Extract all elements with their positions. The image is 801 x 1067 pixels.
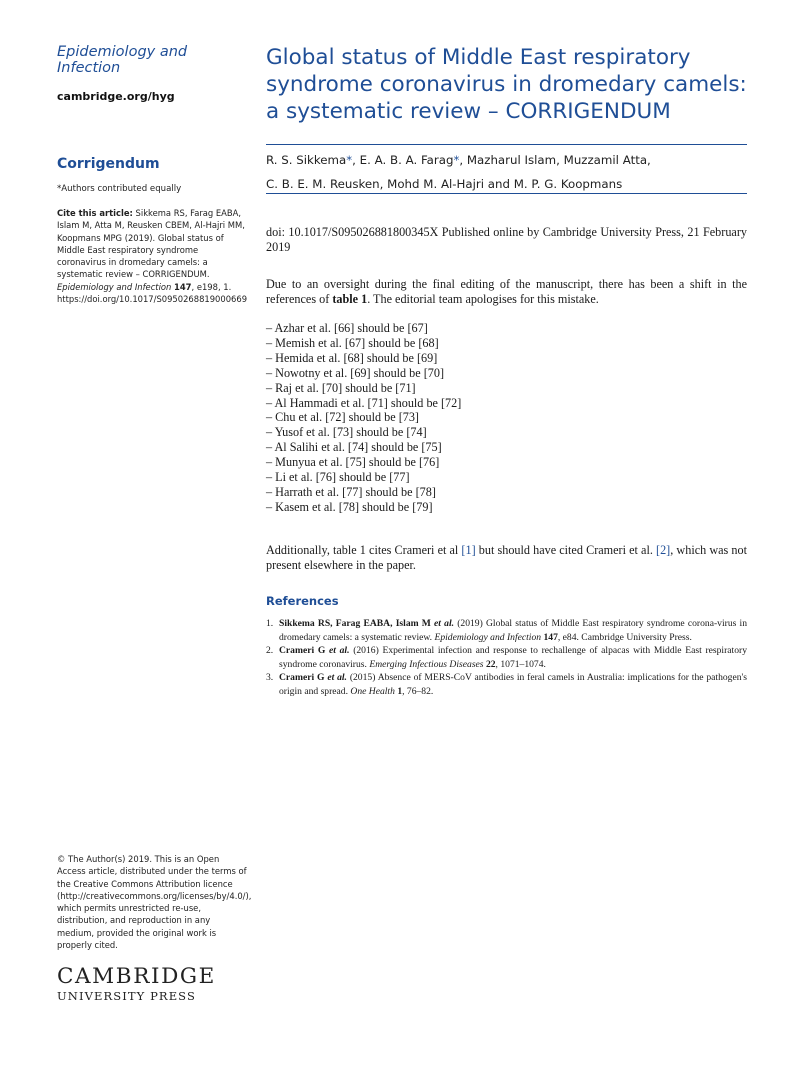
logo-sub-text: UNIVERSITY PRESS (57, 989, 196, 1003)
authors-divider (266, 193, 747, 194)
additional-text: , which was not present elsewhere in the paper. (266, 543, 748, 573)
reference-journal: Emerging Infectious Diseases (369, 658, 484, 670)
list-item: – Azhar et al. [66] should be [67] (266, 321, 428, 335)
doi-line: doi: 10.1017/S095026881800345X Published online by Cambridge University Press, 21 February 2019 (266, 225, 747, 255)
journal-url-link[interactable]: cambridge.org/hyg (57, 90, 175, 103)
list-item: – Hemida et al. [68] should be [69] (266, 350, 438, 365)
list-item: – Nowotny et al. [69] should be [70] (266, 365, 445, 380)
list-item: – Li et al. [76] should be [77] (266, 470, 410, 485)
reference-etal: et al. (329, 645, 350, 657)
list-item: – Yusof et al. [73] should be [74] (266, 425, 427, 440)
list-item: – Kasem et al. [78] should be [79] (266, 499, 433, 514)
intro-paragraph (266, 277, 747, 308)
reference-number: 2. (266, 645, 274, 657)
author-name[interactable]: R. S. Sikkema (266, 153, 347, 167)
author-names[interactable]: C. B. E. M. Reusken, Mohd M. Al-Hajri and M. P. G. Koopmans (266, 177, 623, 191)
reference-pages: , 1071–1074. (495, 658, 546, 670)
article-title (266, 44, 747, 125)
reference-link-1[interactable]: [1] (461, 543, 476, 557)
author-names[interactable]: , Mazharul Islam, Muzzamil Atta, (459, 153, 651, 167)
reference-number: 3. (266, 672, 274, 684)
intro-text: Due to an oversight during the final editing of the manuscript, there has been a shift in the references of (266, 277, 747, 307)
reference-text: (2015) Absence of MERS-CoV antibodies in feral camels in Australia: implications for the pathogen's origin and spread. (279, 672, 747, 697)
author-list (266, 148, 747, 196)
reference-journal: Epidemiology and Infection (434, 631, 542, 643)
reference-item (266, 671, 747, 698)
additional-text: but should have cited Crameri et al. (475, 543, 657, 557)
title-line: syndrome coronavirus in dromedary camels: (266, 72, 747, 97)
reference-pages: , e84. Cambridge University Press. (557, 631, 692, 643)
equal-contribution-star[interactable]: * (346, 153, 353, 167)
cite-journal: Epidemiology and Infection (57, 281, 172, 292)
errata-list (266, 321, 747, 515)
cite-label: Cite this article: (57, 208, 133, 218)
reference-etal: et al. (327, 672, 347, 684)
equal-contribution-star[interactable]: * (453, 153, 460, 167)
reference-journal: One Health (350, 685, 395, 697)
reference-volume: 1 (397, 685, 403, 697)
title-divider (266, 144, 747, 145)
cambridge-logo (57, 966, 216, 1003)
reference-etal: et al. (434, 618, 455, 629)
reference-volume: 147 (543, 631, 558, 643)
logo-main-text: CAMBRIDGE (57, 964, 216, 989)
list-item: – Raj et al. [70] should be [71] (266, 380, 416, 395)
reference-volume: 22 (485, 658, 496, 670)
author-line (266, 148, 747, 172)
reference-text: (2019) Global status of Middle East respiratory syndrome corona-virus in dromedary camels: a systematic review. (279, 618, 748, 643)
reference-item (266, 617, 747, 644)
title-line: a systematic review – CORRIGENDUM (266, 99, 671, 124)
reference-item (266, 644, 747, 671)
references-heading: References (266, 594, 339, 608)
title-line: Global status of Middle East respiratory (266, 45, 691, 70)
author-name[interactable]: , E. A. B. A. Farag (352, 153, 454, 167)
additional-text: Additionally, table 1 cites Crameri et al (266, 543, 462, 557)
list-item: – Chu et al. [72] should be [73] (266, 410, 419, 425)
equal-contribution-note: *Authors contributed equally (57, 184, 182, 194)
table-reference: table 1 (332, 292, 368, 307)
reference-authors: Sikkema RS, Farag EABA, Islam M (279, 618, 435, 629)
cite-volume: 147 (174, 281, 192, 292)
list-item: – Harrath et al. [77] should be [78] (266, 484, 436, 499)
list-item: – Al Salihi et al. [74] should be [75] (266, 440, 442, 455)
reference-authors: Crameri G (279, 645, 330, 657)
cite-doi[interactable]: , e198, 1. https://doi.org/10.1017/S0950268819000669 (57, 281, 248, 305)
reference-list (266, 617, 747, 699)
reference-text: (2016) Experimental infection and response to rechallenge of alpacas with Middle East respiratory syndrome coronavirus. (279, 645, 748, 670)
reference-number: 1. (266, 618, 274, 629)
license-text: © The Author(s) 2019. This is an Open Access article, distributed under the terms of the Creative Commons Attribution licence (http://creativecommons.org/licenses/by/4.0/), which permits unrestricted re-use, distribution, and reproduction in any medium, provided the original work is properly cited. (57, 854, 252, 951)
additional-paragraph (266, 543, 747, 574)
reference-authors: Crameri G (279, 672, 328, 684)
cite-text: Sikkema RS, Farag EABA, Islam M, Atta M, Reusken CBEM, Al-Hajri MM, Koopmans MPG (2019). Global status of Middle East respiratory syndrome coronavirus in dromedary camels: a systematic review – CORRIGENDUM. (57, 208, 245, 280)
list-item: – Al Hammadi et al. [71] should be [72] (266, 395, 462, 410)
reference-link-2[interactable]: [2] (656, 543, 671, 557)
reference-pages: , 76–82. (402, 685, 434, 697)
journal-name[interactable]: Epidemiology and Infection (57, 44, 188, 76)
intro-text: . The editorial team apologises for this mistake. (367, 292, 599, 307)
cite-this-article (57, 207, 249, 305)
list-item: – Memish et al. [67] should be [68] (266, 335, 439, 350)
article-type-label: Corrigendum (57, 156, 160, 172)
list-item: – Munyua et al. [75] should be [76] (266, 455, 440, 470)
